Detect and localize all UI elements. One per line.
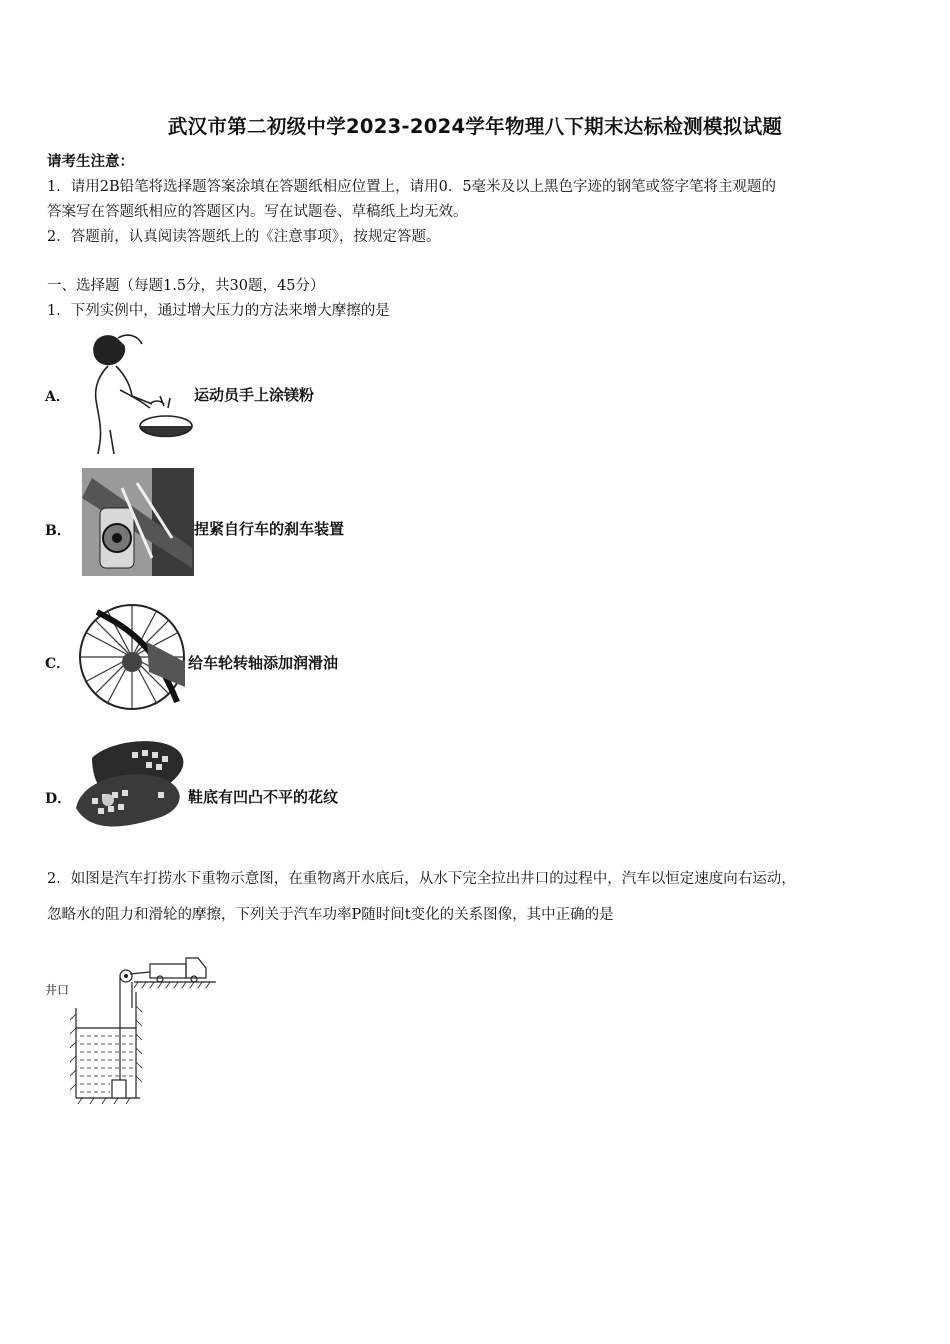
option-a-text: 运动员手上涂镁粉: [194, 386, 315, 404]
page-title: 武汉市第二初级中学2023-2024学年物理八下期末达标检测模拟试题: [167, 115, 783, 138]
athlete-chalk-image: [80, 330, 196, 454]
option-a-letter: A．: [45, 389, 70, 405]
option-c-text: 给车轮转轴添加润滑油: [188, 654, 339, 672]
option-b-text: 捏紧自行车的刹车装置: [194, 520, 345, 538]
option-d-letter: D．: [45, 791, 72, 807]
option-c-letter: C．: [45, 656, 71, 672]
well-mouth-label: 井口: [45, 983, 70, 997]
well-truck-diagram: [70, 948, 220, 1104]
notice-heading: 请考生注意：: [47, 153, 134, 170]
option-d-text: 鞋底有凹凸不平的花纹: [188, 788, 339, 806]
notice-line-1: 1．请用2B铅笔将选择题答案涂填在答题纸相应位置上，请用0．5毫米及以上黑色字迹的钢笔或签字笔将主观题的: [47, 179, 777, 195]
option-b-letter: B．: [45, 523, 71, 539]
section-heading: 一、选择题（每题1.5分，共30题，45分）: [47, 278, 325, 294]
question-2-line-1: 2．如图是汽车打捞水下重物示意图，在重物离开水底后，从水下完全拉出井口的过程中，汽车以恒定速度向右运动，: [47, 871, 796, 887]
question-1-stem: 1．下列实例中，通过增大压力的方法来增大摩擦的是: [47, 303, 390, 319]
shoe-sole-image: [72, 738, 190, 836]
notice-line-2: 2．答题前，认真阅读答题纸上的《注意事项》，按规定答题。: [47, 229, 441, 245]
bike-brake-image: [82, 468, 194, 576]
notice-line-1b: 答案写在答题纸相应的答题区内。写在试题卷、草稿纸上均无效。: [47, 204, 468, 220]
wheel-axle-image: [77, 602, 187, 712]
question-2-line-2: 忽略水的阻力和滑轮的摩擦，下列关于汽车功率P随时间t变化的关系图像，其中正确的是: [47, 907, 614, 923]
